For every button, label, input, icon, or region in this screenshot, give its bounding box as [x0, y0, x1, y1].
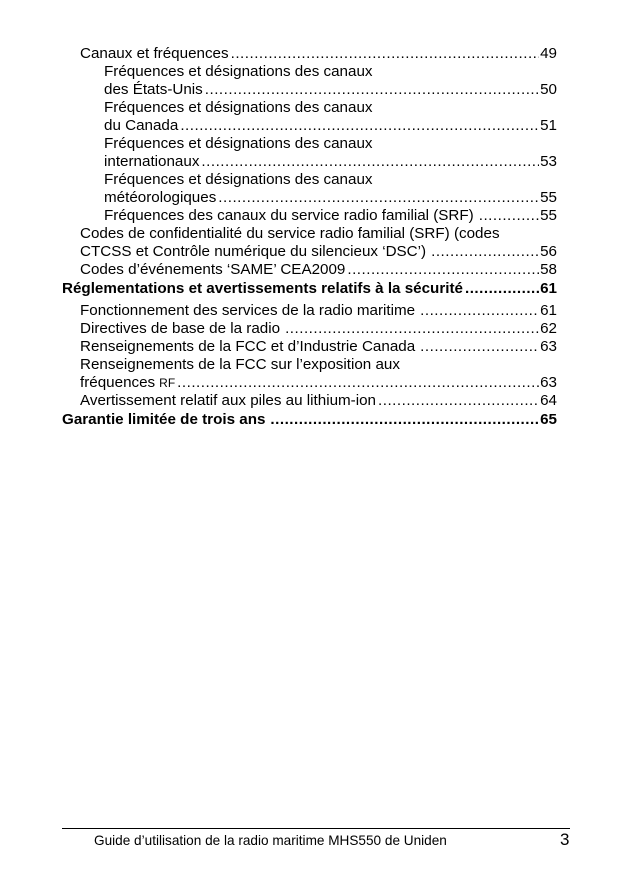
toc-entry-reglementations[interactable]	[62, 280, 557, 298]
toc-page-number: 53	[540, 153, 557, 170]
toc-entry-intl-line1[interactable]	[104, 135, 373, 153]
toc-page-number: 49	[540, 45, 557, 62]
toc-entry-fcc-rf-line1[interactable]	[80, 356, 400, 374]
toc-entry-meteo-line1[interactable]	[104, 171, 373, 189]
toc-entry-label: Codes d’événements ‘SAME’ CEA2009	[80, 261, 346, 278]
toc-leader-dots	[205, 81, 539, 99]
toc-page-number: 63	[540, 374, 557, 391]
toc-entry-intl[interactable]	[104, 153, 557, 171]
toc-leader-dots	[180, 117, 539, 135]
toc-leader-dots	[201, 153, 539, 171]
toc-page-number: 58	[540, 261, 557, 278]
toc-leader-dots	[177, 374, 539, 392]
toc-entry-codes-line1[interactable]	[80, 225, 500, 243]
toc-entry-canada-line1[interactable]	[104, 99, 373, 117]
toc-entry-fcc-rf[interactable]	[80, 374, 557, 392]
toc-entry-label: Fréquences et désignations des canaux	[104, 135, 373, 152]
toc-page-number: 50	[540, 81, 557, 98]
toc-entry-label: internationaux	[104, 153, 200, 170]
toc-entry-label: Réglementations et avertissements relatifs à la sécurité	[62, 280, 463, 297]
toc-leader-dots	[378, 392, 539, 410]
toc-entry-label: Codes de confidentialité du service radio familial (SRF) (codes	[80, 225, 500, 242]
toc-entry-fonctionnement[interactable]	[80, 302, 557, 320]
toc-page-number: 56	[540, 243, 557, 260]
toc-entry-label: Garantie limitée de trois ans	[62, 411, 266, 428]
toc-page-number: 55	[540, 189, 557, 206]
toc-entry-label: Fonctionnement des services de la radio maritime	[80, 302, 416, 319]
toc-page-number: 51	[540, 117, 557, 134]
toc-entry-us[interactable]	[104, 81, 557, 99]
toc-leader-dots	[347, 261, 539, 279]
toc-entry-canaux[interactable]	[80, 45, 557, 63]
page-number: 3	[560, 830, 570, 849]
toc-entry-srf[interactable]	[104, 207, 557, 225]
toc-entry-label: CTCSS et Contrôle numérique du silencieux ‘DSC’)	[80, 243, 427, 260]
toc-page-number: 61	[540, 280, 557, 297]
toc-leader-dots	[270, 411, 539, 429]
toc-page-number: 61	[540, 302, 557, 319]
toc-page-number: 62	[540, 320, 557, 337]
toc-entry-canada[interactable]	[104, 117, 557, 135]
toc-leader-dots	[285, 320, 539, 338]
toc-entry-label: Avertissement relatif aux piles au lithium-ion	[80, 392, 377, 409]
toc-page-number: 64	[540, 392, 557, 409]
toc-leader-dots	[420, 338, 539, 356]
toc-entry-piles[interactable]	[80, 392, 557, 410]
toc-page-number: 55	[540, 207, 557, 224]
toc-entry-label: Directives de base de la radio	[80, 320, 281, 337]
toc-leader-dots	[465, 280, 539, 298]
toc-entry-label: météorologiques	[104, 189, 217, 206]
footer-title: Guide d’utilisation de la radio maritime MHS550 de Uniden	[94, 833, 447, 848]
toc-entry-label: Fréquences et désignations des canaux	[104, 99, 373, 116]
toc-leader-dots	[420, 302, 539, 320]
toc-entry-meteo[interactable]	[104, 189, 557, 207]
toc-entry-same[interactable]	[80, 261, 557, 279]
toc-leader-dots	[431, 243, 539, 261]
toc-entry-directives[interactable]	[80, 320, 557, 338]
toc-entry-fcc-ic[interactable]	[80, 338, 557, 356]
toc-leader-dots	[218, 189, 539, 207]
toc-page-number: 65	[540, 411, 557, 428]
toc-entry-us-line1[interactable]	[104, 63, 373, 81]
toc-entry-suffix: RF	[159, 376, 176, 390]
toc-leader-dots	[231, 45, 539, 63]
toc-entry-label: Canaux et fréquences	[80, 45, 229, 62]
toc-entry-label: Fréquences et désignations des canaux	[104, 171, 373, 188]
toc-entry-label: des États-Unis	[104, 81, 203, 98]
toc-entry-garantie[interactable]	[62, 411, 557, 429]
toc-leader-dots	[479, 207, 539, 225]
toc-entry-label: Fréquences des canaux du service radio familial (SRF)	[104, 207, 474, 224]
toc-page-number: 63	[540, 338, 557, 355]
footer-divider	[62, 828, 570, 829]
toc-entry-label: Fréquences et désignations des canaux	[104, 63, 373, 80]
toc-entry-codes[interactable]	[80, 243, 557, 261]
toc-entry-label: Renseignements de la FCC et d’Industrie Canada	[80, 338, 416, 355]
toc-entry-label: Renseignements de la FCC sur l’exposition aux	[80, 356, 400, 373]
toc-entry-label: du Canada	[104, 117, 179, 134]
toc-entry-label: fréquences	[80, 374, 156, 391]
